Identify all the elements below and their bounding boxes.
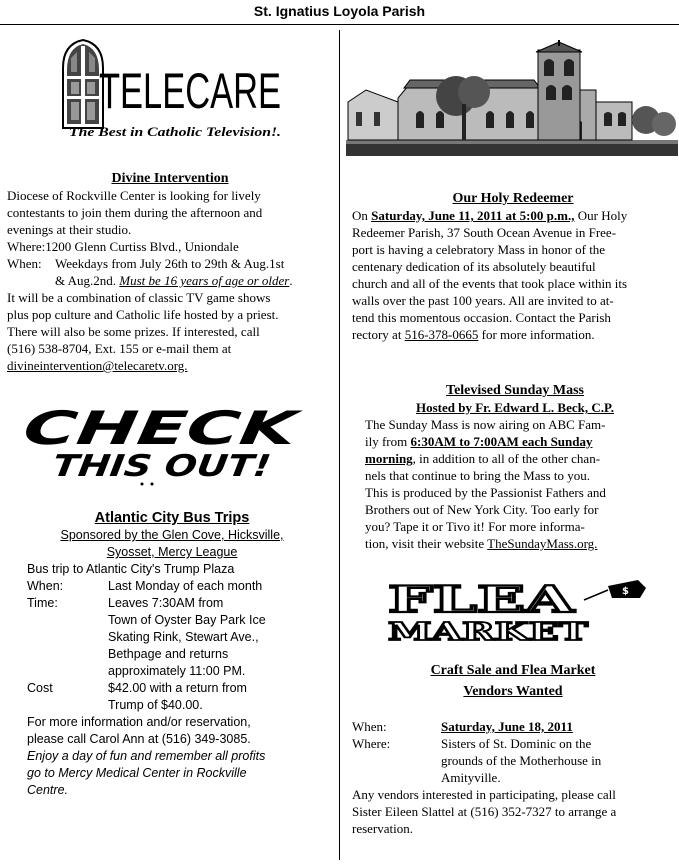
email-link[interactable]: divineintervention@telecaretv.org.: [7, 358, 188, 373]
sunday-mass-section: [365, 382, 665, 552]
where-label: Where:: [7, 239, 46, 254]
where-value-cont: grounds of the Motherhouse in: [441, 753, 602, 768]
text-line: Redeemer Parish, 37 South Ocean Avenue in Free-: [352, 225, 617, 240]
text-line: The Sunday Mass is now airing on ABC Fam-: [365, 417, 606, 432]
when-value: Saturday, June 18, 2011: [441, 719, 573, 734]
when-label: When:: [27, 579, 64, 593]
text-line: tion, visit their website: [365, 536, 488, 551]
text-line: This is produced by the Passionist Fathers and: [365, 485, 606, 500]
price-tag-text: $: [622, 586, 629, 597]
time-value-cont: Bethpage and returns: [108, 647, 229, 661]
telecare-tagline: The Best in Catholic Television!.: [69, 124, 281, 139]
text-line: Any vendors interested in participating, please call: [352, 787, 616, 802]
text-line: rectory at: [352, 327, 405, 342]
craft-sale-section: [352, 660, 674, 837]
text-line: Diocese of Rockville Center is looking for lively: [7, 188, 261, 203]
flea-market-logo: [384, 578, 648, 644]
bus-trips-section: [27, 510, 317, 799]
phone-link[interactable]: 516-378-0665: [404, 327, 479, 342]
text-line: Brothers out of New York City. Too early for: [365, 502, 599, 517]
italic-line: Enjoy a day of fun and remember all profits: [27, 749, 266, 763]
italic-line: Centre.: [27, 783, 68, 797]
text-line: plus pop culture and Catholic life hosted by a priest.: [7, 307, 279, 322]
text-line: for more information.: [478, 327, 595, 342]
where-label: Where:: [352, 736, 391, 751]
website-link[interactable]: TheSundayMass.org.: [487, 536, 598, 551]
market-text: MARKET: [388, 617, 589, 646]
time-value: Leaves 7:30AM from: [108, 596, 224, 610]
text-line: centenary dedication of its absolutely beautiful: [352, 259, 596, 274]
telecare-logo: [55, 38, 295, 143]
mass-time-cont: morning: [365, 451, 413, 466]
text-line: tend this momentous occasion. Contact the Parish: [352, 310, 611, 325]
check-text: CHECK: [20, 401, 201, 455]
age-note: Must be 16 years of age or older: [119, 273, 290, 288]
holy-redeemer-title: Our Holy Redeemer: [452, 191, 574, 206]
text-line: contestants to join them during the afternoon and: [7, 205, 263, 220]
text-line: ily from: [365, 434, 411, 449]
text-line: walls over the past 100 years. All are invited to at-: [352, 293, 614, 308]
vendors-wanted-title: Vendors Wanted: [463, 684, 563, 699]
info-line: please call Carol Ann at (516) 349-3085.: [27, 732, 251, 746]
check-this-out-graphic: [20, 400, 310, 490]
bus-intro: Bus trip to Atlantic City's Trump Plaza: [27, 562, 235, 576]
text-line: Sister Eileen Slattel at (516) 352-7327 to arrange a: [352, 804, 617, 819]
cost-value: $42.00 with a return from: [108, 681, 247, 695]
time-value-cont: Skating Rink, Stewart Ave.,: [108, 630, 259, 644]
bus-trips-title: Atlantic City Bus Trips: [94, 510, 250, 526]
text-line: Our Holy: [574, 208, 628, 223]
holy-redeemer-section: [352, 190, 674, 343]
divine-intervention-section: [7, 170, 333, 374]
mass-time: 6:30AM to 7:00AM each Sunday: [410, 434, 593, 449]
italic-line: go to Mercy Medical Center in Rockville: [27, 766, 247, 780]
divine-intervention-title: Divine Intervention: [111, 171, 229, 186]
church-illustration: [346, 40, 678, 158]
text-line: (516) 538-8704, Ext. 155 or e-mail them at: [7, 341, 232, 356]
price-tag-icon: [584, 580, 646, 600]
church-window-icon: [63, 40, 103, 128]
flea-text: FLEA: [388, 579, 576, 621]
craft-sale-title: Craft Sale and Flea Market: [430, 663, 596, 678]
text-line: , in addition to all of the other chan-: [412, 451, 601, 466]
when-label: When:: [352, 719, 387, 734]
text-line: It will be a combination of classic TV game shows: [7, 290, 271, 305]
time-value-cont: approximately 11:00 PM.: [108, 664, 246, 678]
time-label: Time:: [27, 596, 58, 610]
when-value: Last Monday of each month: [108, 579, 263, 593]
text-line: port is having a celebratory Mass in honor of the: [352, 242, 606, 257]
where-value: 1200 Glenn Curtiss Blvd., Uniondale: [45, 239, 239, 254]
where-value: Sisters of St. Dominic on the: [441, 736, 592, 751]
sponsor-line: Syosset, Mercy League: [106, 545, 238, 559]
telecare-logo-text: TELECARE: [99, 63, 281, 119]
text-line: There will also be some prizes. If interested, call: [7, 324, 260, 339]
text-line: you? Tape it or Tivo it! For more informa-: [365, 519, 585, 534]
text-line: nels that continue to bring the Mass to you.: [365, 468, 590, 483]
sponsor-line: Sponsored by the Glen Cove, Hicksville,: [60, 528, 284, 542]
when-label: When:: [7, 256, 42, 271]
page-header: St. Ignatius Loyola Parish: [0, 0, 679, 25]
this-out-text: THIS OUT!: [50, 449, 228, 484]
when-value-cont: & Aug.2nd.: [55, 273, 117, 288]
column-divider: [339, 30, 340, 860]
where-value-cont: Amityville.: [441, 770, 501, 785]
info-line: For more information and/or reservation,: [27, 715, 251, 729]
text-line: evenings at their studio.: [7, 222, 132, 237]
event-date: Saturday, June 11, 2011 at 5:00 p.m.,: [371, 208, 575, 223]
age-period: .: [289, 273, 293, 288]
host-line: Hosted by Fr. Edward L. Beck, C.P.: [415, 400, 615, 415]
on-text: On: [352, 208, 372, 223]
cost-label: Cost: [27, 681, 53, 695]
sunday-mass-title: Televised Sunday Mass: [446, 383, 584, 398]
when-value: Weekdays from July 26th to 29th & Aug.1st: [55, 256, 285, 271]
text-line: church and all of the events that took place within its: [352, 276, 628, 291]
cost-value-cont: Trump of $40.00.: [108, 698, 203, 712]
time-value-cont: Town of Oyster Bay Park Ice: [108, 613, 266, 627]
text-line: reservation.: [352, 821, 414, 836]
